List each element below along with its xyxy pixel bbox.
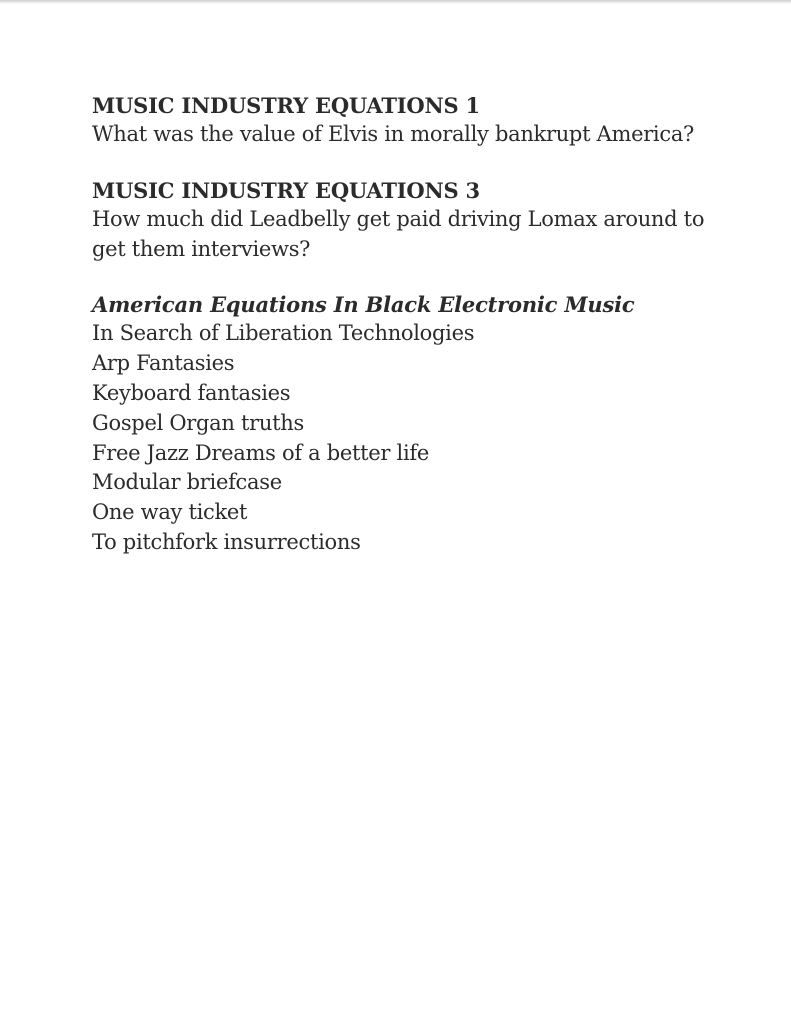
viewer-top-edge	[0, 0, 791, 4]
section-music-industry-equations-3	[92, 176, 732, 265]
text-line: Free Jazz Dreams of a better life	[92, 440, 429, 465]
section-heading: MUSIC INDUSTRY EQUATIONS 1	[92, 93, 480, 118]
document-page	[92, 91, 732, 584]
section-music-industry-equations-1	[92, 91, 732, 150]
section-american-equations	[92, 290, 732, 557]
text-line: Modular briefcase	[92, 470, 282, 495]
text-line: What was the value of Elvis in morally bankrupt America?	[92, 122, 694, 146]
text-line: How much did Leadbelly get paid driving Lomax around to	[92, 206, 705, 231]
text-line: To pitchfork insurrections	[92, 529, 361, 554]
text-line: Gospel Organ truths	[92, 410, 304, 435]
text-line: Arp Fantasies	[92, 351, 235, 376]
section-heading: MUSIC INDUSTRY EQUATIONS 3	[92, 177, 480, 203]
text-line: In Search of Liberation Technologies	[92, 321, 475, 346]
text-line: One way ticket	[92, 500, 248, 525]
text-line: Keyboard fantasies	[92, 380, 291, 405]
text-line: get them interviews?	[92, 236, 311, 261]
section-heading: American Equations In Black Electronic Music	[92, 292, 635, 318]
